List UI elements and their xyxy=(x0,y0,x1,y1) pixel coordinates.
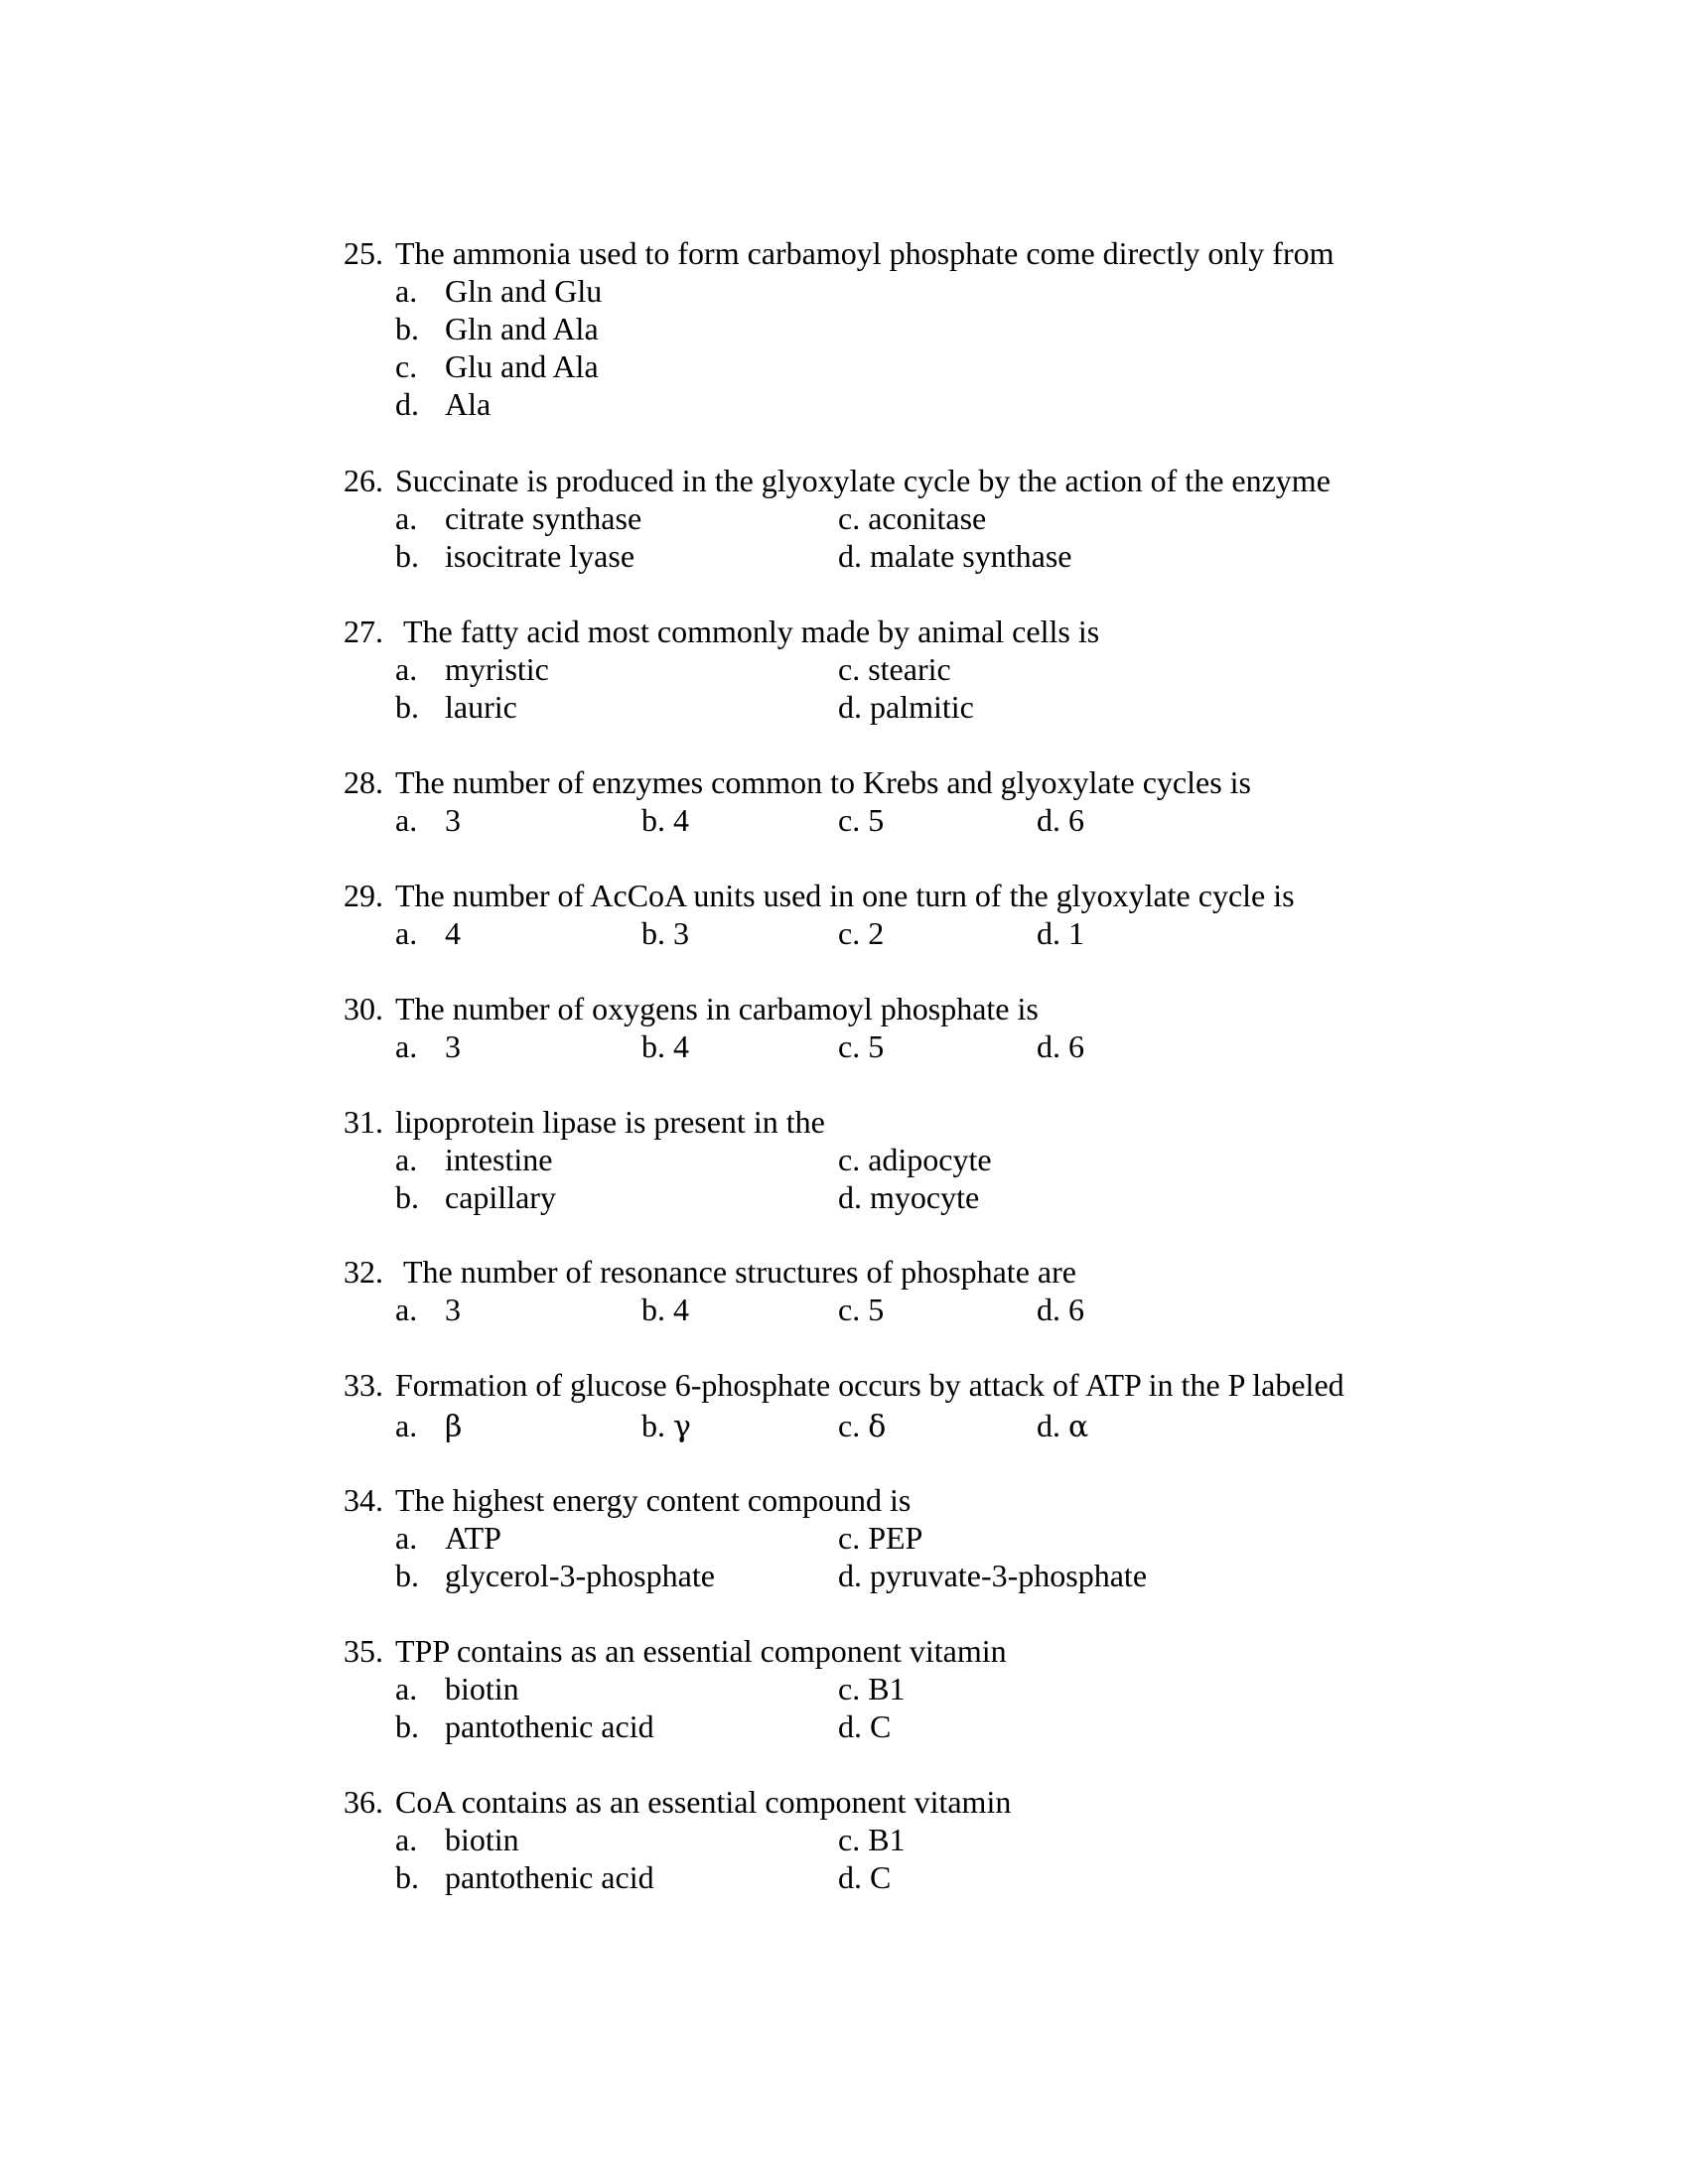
option-a xyxy=(395,1141,552,1178)
question-33 xyxy=(344,1366,1634,1447)
question-text: The fatty acid most commonly made by animal cells is xyxy=(403,614,1100,649)
option-b xyxy=(395,1178,556,1216)
option-row xyxy=(344,385,1634,423)
option-text: ATP xyxy=(445,1520,501,1556)
option-a xyxy=(395,272,602,310)
option-text: 4 xyxy=(673,802,689,838)
option-b xyxy=(641,1404,691,1449)
question-number: 29. xyxy=(344,878,383,913)
option-a xyxy=(395,1821,519,1858)
question-stem xyxy=(344,1366,1634,1404)
option-letter: a. xyxy=(395,1142,418,1177)
option-letter: d. xyxy=(1037,915,1060,951)
option-text: Glu and Ala xyxy=(445,348,599,384)
question-stem xyxy=(344,1253,1634,1291)
option-a xyxy=(395,1404,462,1449)
option-b xyxy=(641,1291,689,1328)
option-row xyxy=(344,1027,1634,1065)
option-row xyxy=(344,1821,1634,1858)
option-c xyxy=(838,1404,886,1449)
question-31 xyxy=(344,1103,1634,1216)
option-a xyxy=(395,801,461,839)
option-text: PEP xyxy=(868,1520,923,1556)
option-d xyxy=(838,1707,891,1745)
question-35 xyxy=(344,1632,1634,1745)
question-stem xyxy=(344,1103,1634,1141)
option-letter: b. xyxy=(641,915,665,951)
option-text: Gln and Ala xyxy=(445,311,599,346)
option-row xyxy=(344,914,1634,952)
option-d xyxy=(1037,1404,1088,1449)
option-letter: d. xyxy=(838,1708,862,1744)
option-letter: c. xyxy=(838,1142,861,1177)
option-b xyxy=(641,914,689,952)
question-number: 32. xyxy=(344,1254,383,1290)
option-text: biotin xyxy=(445,1671,519,1706)
option-c xyxy=(838,1291,884,1328)
option-a xyxy=(395,499,641,537)
option-c xyxy=(838,801,884,839)
question-number: 27. xyxy=(344,614,383,649)
option-text: C xyxy=(870,1708,892,1744)
option-letter: b. xyxy=(395,1859,419,1895)
option-text: 4 xyxy=(673,1028,689,1064)
option-row xyxy=(344,1519,1634,1557)
question-34 xyxy=(344,1481,1634,1594)
option-letter: c. xyxy=(838,1292,861,1327)
option-text: 3 xyxy=(445,1292,461,1327)
option-letter: a. xyxy=(395,915,418,951)
option-c xyxy=(838,914,884,952)
option-letter: d. xyxy=(395,386,419,422)
option-text: intestine xyxy=(445,1142,553,1177)
option-letter: d. xyxy=(1037,802,1060,838)
option-letter: c. xyxy=(838,1671,861,1706)
option-a xyxy=(395,650,549,688)
question-text: CoA contains as an essential component vitamin xyxy=(395,1784,1012,1820)
question-text: The number of oxygens in carbamoyl phosphate is xyxy=(395,991,1039,1026)
option-c xyxy=(838,1670,906,1707)
option-letter: b. xyxy=(395,538,419,574)
question-text: Succinate is produced in the glyoxylate cycle by the action of the enzyme xyxy=(395,463,1331,498)
option-letter: d. xyxy=(1037,1028,1060,1064)
option-row xyxy=(344,688,1634,726)
question-stem xyxy=(344,1632,1634,1670)
option-text: myocyte xyxy=(870,1179,980,1215)
option-text: α xyxy=(1068,1410,1089,1444)
option-row xyxy=(344,537,1634,575)
question-text: The number of resonance structures of phosphate are xyxy=(403,1254,1076,1290)
option-letter: a. xyxy=(395,273,418,309)
option-c xyxy=(395,347,599,385)
question-number: 34. xyxy=(344,1482,383,1518)
option-letter: b. xyxy=(395,311,419,346)
question-stem xyxy=(344,1481,1634,1519)
question-text: The number of AcCoA units used in one turn of the glyoxylate cycle is xyxy=(395,878,1295,913)
option-letter: c. xyxy=(838,1028,861,1064)
question-text: lipoprotein lipase is present in the xyxy=(395,1104,825,1140)
question-30 xyxy=(344,990,1634,1065)
option-a xyxy=(395,1519,501,1557)
option-row xyxy=(344,310,1634,347)
option-text: Gln and Glu xyxy=(445,273,603,309)
option-text: 3 xyxy=(445,1028,461,1064)
option-letter: d. xyxy=(838,1558,862,1593)
option-d xyxy=(838,537,1071,575)
option-row xyxy=(344,1707,1634,1745)
option-letter: a. xyxy=(395,1520,418,1556)
option-text: 5 xyxy=(868,1028,885,1064)
option-text: myristic xyxy=(445,651,549,687)
option-text: Ala xyxy=(445,386,492,422)
option-letter: d. xyxy=(1037,1408,1060,1443)
option-d xyxy=(838,688,974,726)
option-text: citrate synthase xyxy=(445,500,642,536)
option-letter: d. xyxy=(1037,1292,1060,1327)
option-letter: a. xyxy=(395,1408,418,1443)
option-row xyxy=(344,1670,1634,1707)
option-text: 1 xyxy=(1068,915,1084,951)
option-letter: c. xyxy=(838,1822,861,1857)
option-text: adipocyte xyxy=(868,1142,992,1177)
question-text: The number of enzymes common to Krebs and glyoxylate cycles is xyxy=(395,764,1251,800)
question-number: 25. xyxy=(344,235,383,271)
option-text: pyruvate-3-phosphate xyxy=(870,1558,1148,1593)
option-b xyxy=(395,1557,715,1594)
option-b xyxy=(395,310,599,347)
question-26 xyxy=(344,462,1634,575)
option-a xyxy=(395,1291,461,1328)
option-text: pantothenic acid xyxy=(445,1708,654,1744)
question-29 xyxy=(344,877,1634,952)
option-text: palmitic xyxy=(870,689,974,725)
option-letter: b. xyxy=(395,1708,419,1744)
option-letter: b. xyxy=(641,1408,665,1443)
option-text: β xyxy=(445,1410,463,1444)
option-d xyxy=(1037,914,1084,952)
option-row xyxy=(344,1141,1634,1178)
question-stem xyxy=(344,763,1634,801)
option-row xyxy=(344,499,1634,537)
option-row xyxy=(344,272,1634,310)
option-letter: c. xyxy=(838,1408,861,1443)
option-letter: b. xyxy=(395,1179,419,1215)
question-text: The ammonia used to form carbamoyl phosphate come directly only from xyxy=(395,235,1335,271)
option-row xyxy=(344,801,1634,839)
option-letter: c. xyxy=(838,802,861,838)
option-letter: c. xyxy=(838,500,861,536)
option-text: lauric xyxy=(445,689,517,725)
option-letter: d. xyxy=(838,1179,862,1215)
option-letter: b. xyxy=(641,1028,665,1064)
question-text: Formation of glucose 6-phosphate occurs by attack of ATP in the P labeled xyxy=(395,1367,1344,1403)
option-text: stearic xyxy=(868,651,951,687)
question-36 xyxy=(344,1783,1634,1896)
option-d xyxy=(838,1178,979,1216)
question-number: 35. xyxy=(344,1633,383,1669)
option-text: 5 xyxy=(868,1292,885,1327)
question-number: 33. xyxy=(344,1367,383,1403)
option-letter: a. xyxy=(395,1292,418,1327)
question-stem xyxy=(344,613,1634,650)
option-b xyxy=(395,688,517,726)
option-row xyxy=(344,1291,1634,1328)
option-c xyxy=(838,1141,992,1178)
option-letter: d. xyxy=(838,538,862,574)
option-b xyxy=(641,801,689,839)
option-a xyxy=(395,1027,461,1065)
option-text: aconitase xyxy=(868,500,987,536)
option-text: δ xyxy=(868,1410,887,1444)
option-d xyxy=(838,1858,891,1896)
option-text: 6 xyxy=(1068,1028,1084,1064)
option-letter: d. xyxy=(838,689,862,725)
option-letter: b. xyxy=(395,1558,419,1593)
option-b xyxy=(395,537,634,575)
option-text: 4 xyxy=(673,1292,689,1327)
question-stem xyxy=(344,234,1634,272)
option-letter: b. xyxy=(641,802,665,838)
option-row xyxy=(344,1404,1634,1447)
question-32 xyxy=(344,1253,1634,1328)
question-number: 28. xyxy=(344,764,383,800)
question-text: TPP contains as an essential component vitamin xyxy=(395,1633,1007,1669)
option-text: 5 xyxy=(868,802,885,838)
option-letter: b. xyxy=(641,1292,665,1327)
option-letter: a. xyxy=(395,500,418,536)
question-27 xyxy=(344,613,1634,726)
option-d xyxy=(395,385,491,423)
option-d xyxy=(1037,801,1084,839)
option-b xyxy=(395,1858,654,1896)
option-row xyxy=(344,650,1634,688)
option-letter: a. xyxy=(395,1822,418,1857)
option-d xyxy=(838,1557,1147,1594)
option-text: biotin xyxy=(445,1822,519,1857)
option-c xyxy=(838,1821,906,1858)
option-c xyxy=(838,1519,922,1557)
option-text: glycerol-3-phosphate xyxy=(445,1558,715,1593)
option-letter: c. xyxy=(395,348,418,384)
option-c xyxy=(838,650,951,688)
option-text: 2 xyxy=(868,915,885,951)
option-a xyxy=(395,914,461,952)
question-number: 30. xyxy=(344,991,383,1026)
option-letter: c. xyxy=(838,1520,861,1556)
option-c xyxy=(838,1027,884,1065)
option-text: 3 xyxy=(673,915,689,951)
option-d xyxy=(1037,1027,1084,1065)
question-stem xyxy=(344,1783,1634,1821)
option-text: 3 xyxy=(445,802,461,838)
option-text: capillary xyxy=(445,1179,556,1215)
option-letter: a. xyxy=(395,802,418,838)
option-b xyxy=(641,1027,689,1065)
option-text: malate synthase xyxy=(870,538,1072,574)
option-row xyxy=(344,347,1634,385)
option-text: B1 xyxy=(868,1822,906,1857)
option-letter: c. xyxy=(838,651,861,687)
question-stem xyxy=(344,877,1634,914)
option-b xyxy=(395,1707,654,1745)
option-letter: a. xyxy=(395,1671,418,1706)
option-letter: b. xyxy=(395,689,419,725)
option-text: B1 xyxy=(868,1671,906,1706)
option-text: 6 xyxy=(1068,1292,1084,1327)
option-row xyxy=(344,1557,1634,1594)
question-text: The highest energy content compound is xyxy=(395,1482,912,1518)
option-c xyxy=(838,499,986,537)
option-letter: c. xyxy=(838,915,861,951)
option-text: C xyxy=(870,1859,892,1895)
option-row xyxy=(344,1858,1634,1896)
question-number: 26. xyxy=(344,463,383,498)
question-25 xyxy=(344,234,1634,423)
option-letter: d. xyxy=(838,1859,862,1895)
option-text: γ xyxy=(673,1410,691,1444)
option-d xyxy=(1037,1291,1084,1328)
option-a xyxy=(395,1670,519,1707)
question-number: 36. xyxy=(344,1784,383,1820)
option-letter: a. xyxy=(395,1028,418,1064)
option-letter: a. xyxy=(395,651,418,687)
option-text: pantothenic acid xyxy=(445,1859,654,1895)
option-text: 6 xyxy=(1068,802,1084,838)
question-stem xyxy=(344,462,1634,499)
question-number: 31. xyxy=(344,1104,383,1140)
option-row xyxy=(344,1178,1634,1216)
question-stem xyxy=(344,990,1634,1027)
option-text: isocitrate lyase xyxy=(445,538,635,574)
question-28 xyxy=(344,763,1634,839)
option-text: 4 xyxy=(445,915,461,951)
